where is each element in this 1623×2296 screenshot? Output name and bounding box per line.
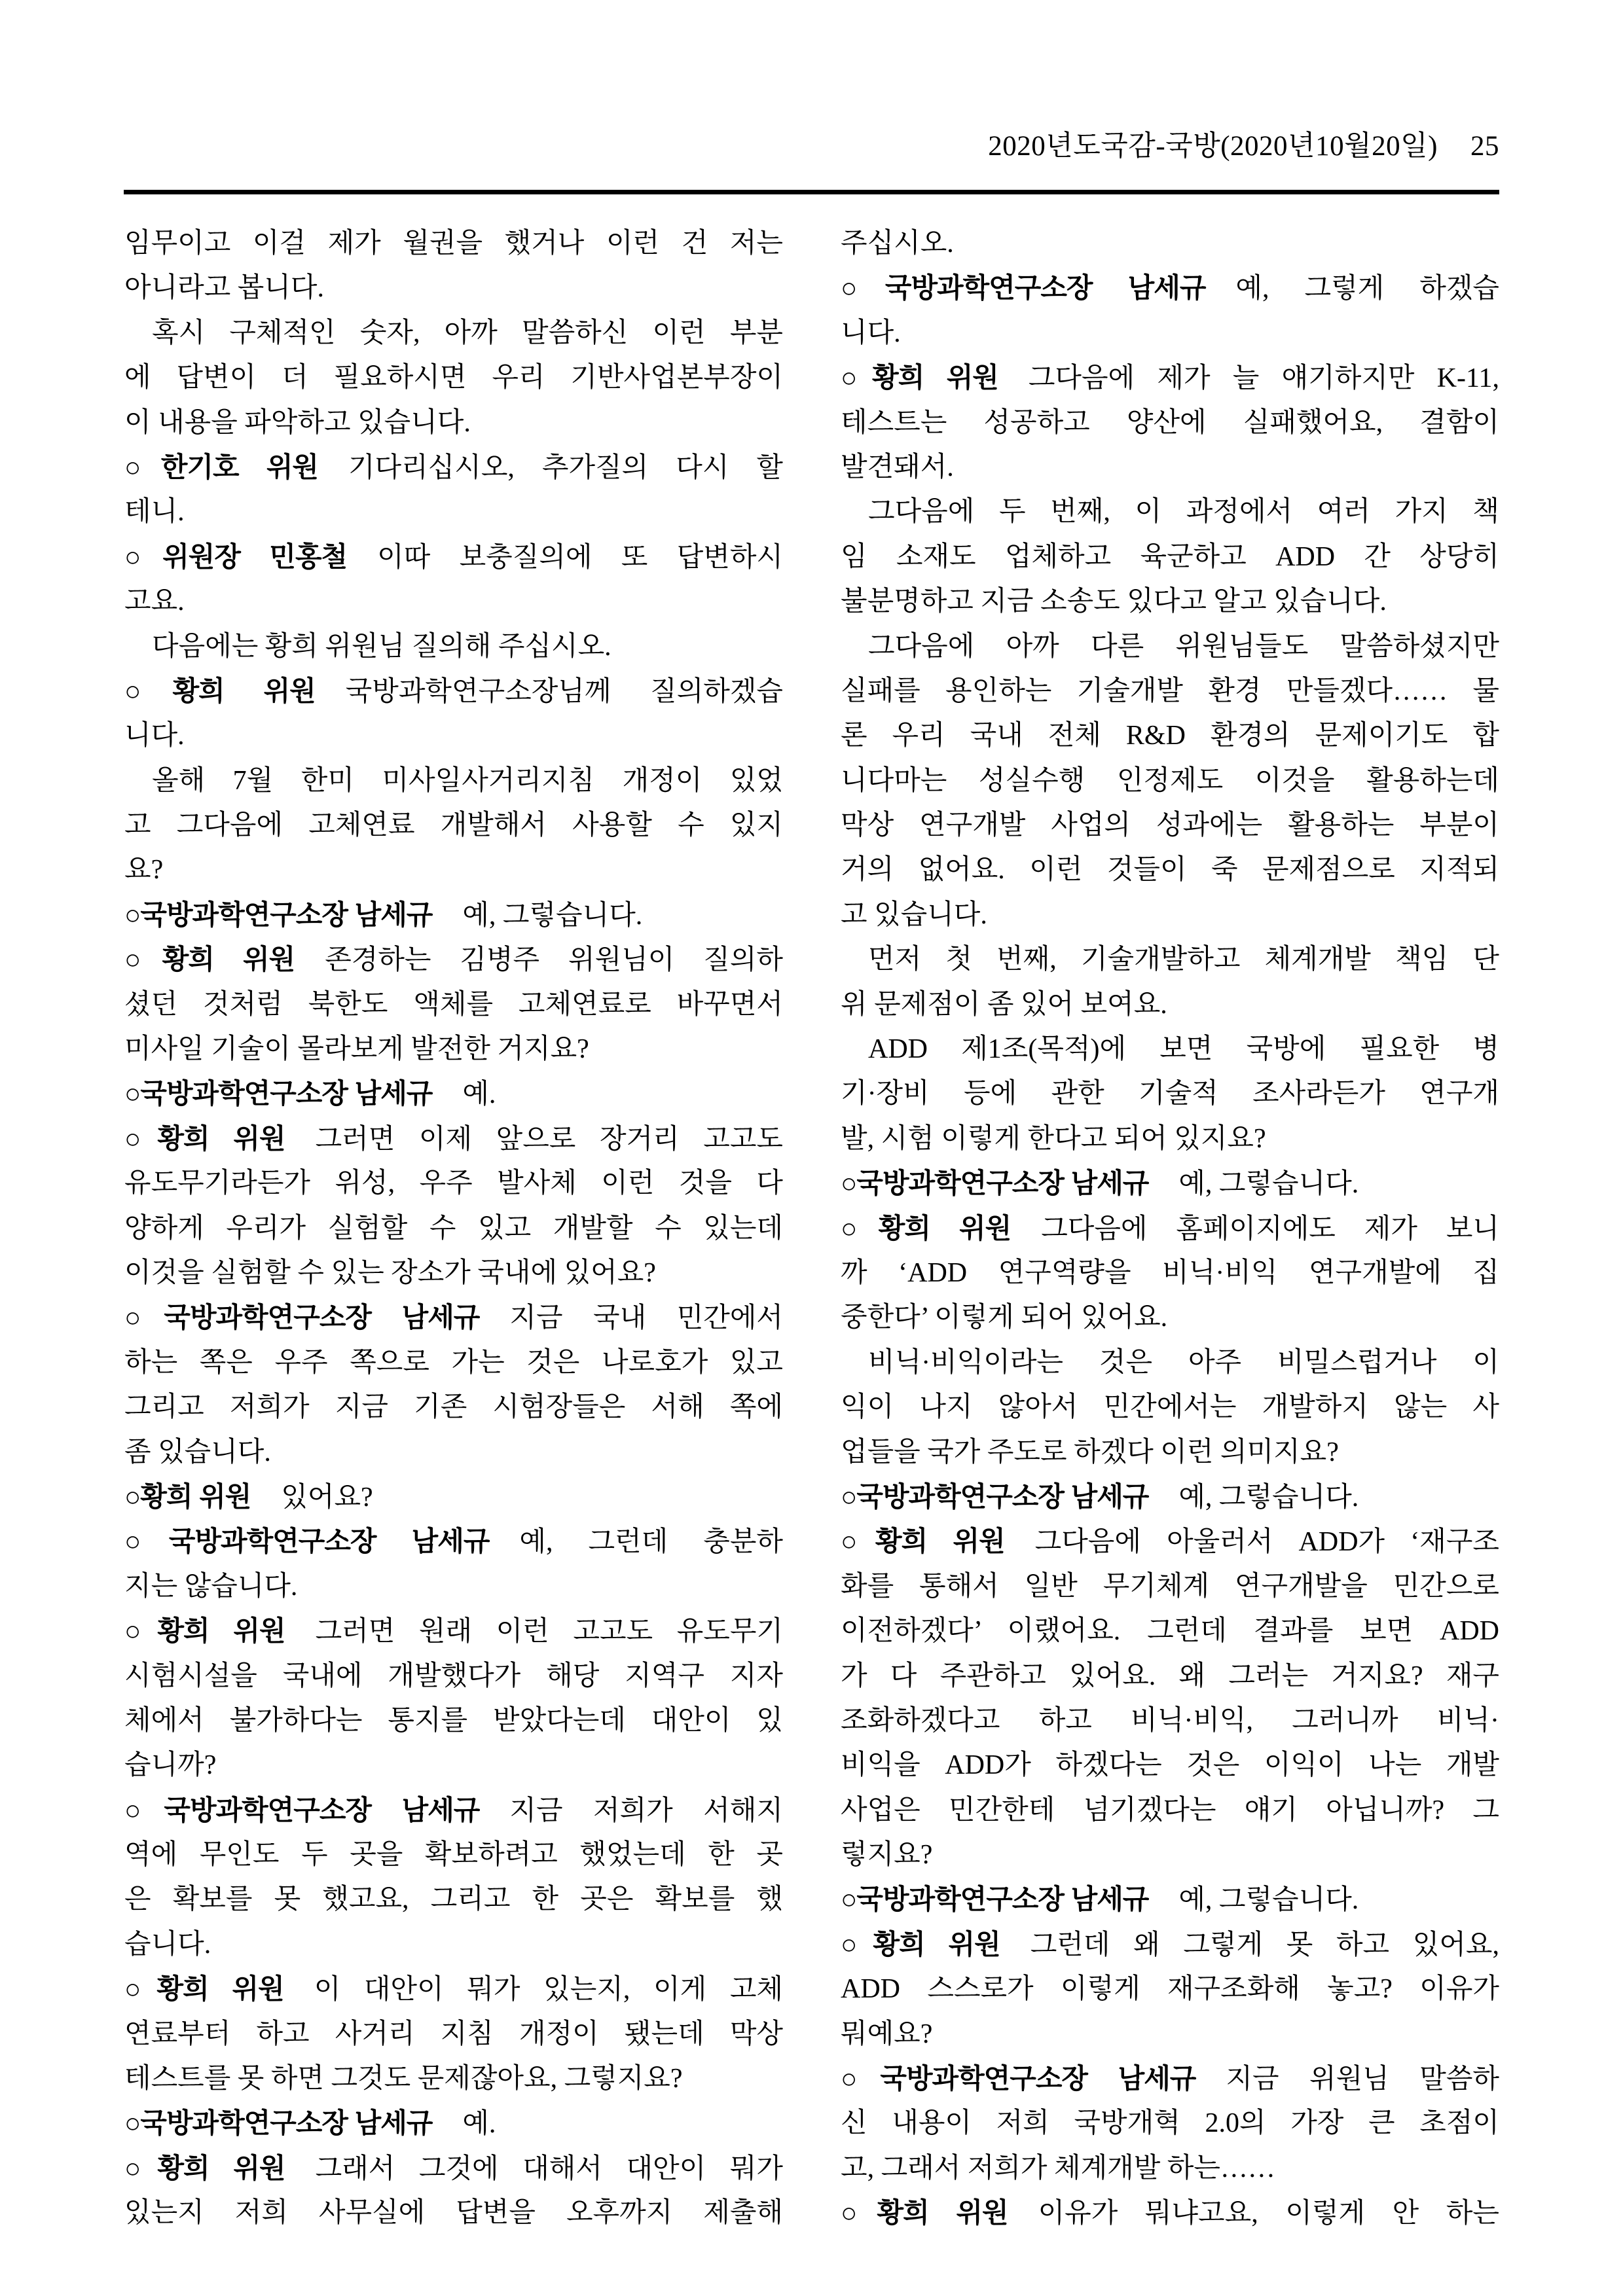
text-line	[841, 1071, 1499, 1116]
text-line	[841, 1027, 1499, 1071]
speaker-name	[841, 2197, 1008, 2228]
text-line	[124, 1788, 783, 1833]
text-line	[841, 1609, 1499, 1653]
line-text: 시험시설을 국내에 개발했다가 해당 지역구 지자	[124, 1660, 783, 1691]
text-line	[124, 848, 783, 892]
line-text: 위 문제점이 좀 있어 보여요.	[841, 989, 1167, 1020]
speaker-marker: ○	[124, 451, 161, 482]
speaker-marker: ○	[124, 1615, 158, 1647]
line-text: 니다마는 성실수행 인정제도 이것을 활용하는데	[841, 765, 1499, 796]
speaker-name	[841, 1168, 1148, 1198]
line-text: 역에 무인도 두 곳을 확보하려고 했었는데 한 곳	[124, 1840, 783, 1871]
text-line	[124, 1295, 783, 1340]
speaker-name	[841, 1481, 1148, 1512]
speaker-name	[841, 362, 998, 393]
line-text: 하는 쪽은 우주 쪽으로 가는 것은 나로호가 있고	[124, 1347, 783, 1378]
text-line	[841, 1833, 1499, 1877]
line-text: 예, 그렇습니다.	[1178, 1482, 1359, 1513]
line-text: 실패를 용인하는 기술개발 환경 만들겠다…… 물	[841, 675, 1499, 706]
text-line	[124, 266, 783, 310]
speaker-name	[841, 1213, 1011, 1244]
speaker-name-text: 국방과학연구소장 남세규	[140, 899, 433, 930]
text-line	[124, 401, 783, 445]
speaker-name-text: 한기호 위원	[160, 451, 318, 482]
column-left	[124, 221, 783, 2236]
text-line	[841, 1206, 1499, 1251]
text-line	[124, 2012, 783, 2056]
line-text: 중한다’ 이렇게 되어 있어요.	[841, 1302, 1168, 1333]
line-text: 이 대안이 뭐가 있는지, 이게 고체	[314, 1975, 783, 2005]
text-line	[841, 401, 1499, 445]
line-text: 요?	[124, 855, 164, 886]
line-text: 화를 통해서 일반 무기체계 연구개발을 민간으로	[841, 1571, 1499, 1602]
line-text: 국방과학연구소장님께 질의하겠습	[345, 676, 783, 707]
line-text: 익이 나지 않아서 민간에서는 개발하지 않는 사	[841, 1392, 1499, 1423]
speaker-name-text: 황희 위원	[873, 1928, 1000, 1960]
text-line	[124, 1385, 783, 1429]
text-line	[841, 490, 1499, 534]
text-line	[124, 1117, 783, 1161]
speaker-marker: ○	[841, 1928, 873, 1960]
line-text: 셨던 것처럼 북한도 액체를 고체연료로 바꾸면서	[124, 989, 783, 1020]
text-line	[841, 1475, 1499, 1519]
speaker-name-text: 국방과학연구소장 남세규	[856, 1480, 1149, 1512]
line-text: 가 다 주관하고 있어요. 왜 그러는 거지요? 재구	[841, 1660, 1499, 1691]
line-text: 지금 위원님 말씀하	[1226, 2064, 1499, 2095]
text-line	[124, 1564, 783, 1609]
speaker-name-text: 국방과학연구소장 남세규	[140, 1078, 433, 1109]
speaker-marker: ○	[124, 1794, 164, 1825]
header-title: 2020년도국감-국방(2020년10월20일)	[988, 131, 1438, 162]
line-text: 지는 않습니다.	[124, 1571, 298, 1602]
text-line	[124, 1609, 783, 1653]
text-line	[124, 1698, 783, 1743]
text-line	[841, 221, 1499, 266]
line-text: 지금 국내 민간에서	[509, 1303, 783, 1334]
line-text: 불분명하고 지금 소송도 있다고 알고 있습니다.	[841, 586, 1387, 617]
line-text: 유도무기라든가 위성, 우주 발사체 이런 것을 다	[124, 1168, 783, 1199]
text-line	[124, 221, 783, 266]
speaker-name-text: 국방과학연구소장 남세규	[164, 1302, 480, 1333]
speaker-marker: ○	[124, 541, 163, 572]
speaker-marker: ○	[841, 1526, 876, 1557]
speaker-name	[124, 1615, 285, 1646]
speaker-name	[124, 899, 432, 930]
line-text: 임무이고 이걸 제가 월권을 했거나 이런 건 저는	[124, 228, 783, 259]
line-text: 예, 그렇습니다.	[1178, 1169, 1359, 1200]
speaker-name-text: 국방과학연구소장 남세규	[880, 2063, 1196, 2094]
text-line	[841, 713, 1499, 758]
line-text: 발견돼서.	[841, 452, 954, 482]
line-text: 그다음에 제가 늘 얘기하지만 K-11,	[1028, 363, 1499, 394]
line-text: 체에서 불가하다는 통지를 받았다는데 대안이 있	[124, 1705, 783, 1736]
line-text: 지금 저희가 서해지	[509, 1795, 783, 1826]
line-text: 고 있습니다.	[841, 899, 987, 930]
line-text: 에 답변이 더 필요하시면 우리 기반사업본부장이	[124, 363, 783, 393]
line-text: 니다.	[841, 317, 901, 348]
speaker-name	[841, 1526, 1005, 1556]
speaker-marker: ○	[841, 1884, 857, 1915]
speaker-name	[124, 541, 347, 572]
speaker-name-text: 국방과학연구소장 남세규	[164, 1794, 480, 1825]
line-text: 올해 7월 한미 미사일사거리지침 개정이 있었	[152, 765, 783, 796]
line-text: 신 내용이 저희 국방개혁 2.0의 가장 큰 초점이	[841, 2108, 1499, 2139]
line-text: 그래서 그것에 대해서 대안이 뭐가	[315, 2153, 783, 2184]
line-text: 아니라고 봅니다.	[124, 273, 325, 304]
line-text: 그리고 저희가 지금 기존 시험장들은 서해 쪽에	[124, 1392, 783, 1423]
line-text: 고, 그래서 저희가 체계개발 하는……	[841, 2153, 1275, 2183]
line-text: 주십시오.	[841, 228, 954, 259]
speaker-marker: ○	[841, 362, 873, 393]
speaker-name	[124, 2108, 432, 2138]
speaker-name-text: 국방과학연구소장 남세규	[856, 1884, 1149, 1915]
speaker-name	[124, 1973, 284, 2004]
text-line	[124, 624, 783, 669]
speaker-name-text: 황희 위원	[878, 1212, 1012, 1244]
line-text: 이유가 뭐냐고요, 이렇게 안 하는	[1038, 2198, 1499, 2229]
text-line	[124, 1877, 783, 1922]
text-line	[841, 669, 1499, 713]
page-number: 25	[1470, 131, 1499, 162]
speaker-marker: ○	[124, 1973, 157, 2005]
speaker-name-text: 국방과학연구소장 남세규	[856, 1168, 1149, 1199]
text-line	[841, 1788, 1499, 1833]
text-line	[124, 355, 783, 400]
speaker-name	[124, 1123, 285, 1154]
text-line	[124, 311, 783, 355]
line-text: 이따 보충질의에 또 답변하시	[377, 542, 783, 573]
line-text: 혹시 구체적인 숫자, 아까 말씀하신 이런 부분	[152, 317, 783, 348]
text-line	[841, 1295, 1499, 1340]
text-line	[841, 893, 1499, 937]
line-text: 까 ‘ADD 연구역량을 비닉·비익 연구개발에 집	[841, 1257, 1499, 1288]
line-text: 이 내용을 파악하고 있습니다.	[124, 407, 471, 438]
column-right	[841, 221, 1499, 2236]
line-text: 뭐예요?	[841, 2018, 933, 2049]
text-line	[841, 848, 1499, 892]
text-line	[124, 893, 783, 937]
text-line	[124, 535, 783, 579]
text-line	[124, 803, 783, 848]
line-text: 예, 그렇습니다.	[1178, 1885, 1359, 1916]
line-text: 이전하겠다’ 이랬어요. 그런데 결과를 보면 ADD	[841, 1616, 1499, 1647]
text-line	[124, 1161, 783, 1206]
speaker-name-text: 황희 위원	[162, 944, 295, 975]
speaker-name	[124, 1795, 479, 1825]
line-text: 조화하겠다고 하고 비닉·비익, 그러니까 비닉·	[841, 1705, 1499, 1736]
speaker-marker: ○	[124, 1302, 164, 1333]
text-line	[841, 2191, 1499, 2235]
speaker-marker: ○	[841, 272, 885, 304]
text-line	[124, 1967, 783, 2011]
line-text: 기·장비 등에 관한 기술적 조사라든가 연구개	[841, 1079, 1499, 1109]
text-line	[124, 1071, 783, 1116]
page-header	[124, 127, 1499, 166]
line-text: 다음에는 황희 위원님 질의해 주십시오.	[152, 631, 611, 662]
line-text: 비익을 ADD가 하겠다는 것은 이익이 나는 개발	[841, 1750, 1499, 1781]
text-line	[841, 535, 1499, 579]
line-text: 그다음에 두 번째, 이 과정에서 여러 가지 책	[868, 497, 1499, 528]
speaker-marker: ○	[124, 944, 162, 975]
line-text: 고요.	[124, 586, 185, 617]
speaker-name	[841, 272, 1205, 303]
text-line	[841, 1385, 1499, 1429]
line-text: 고 그다음에 고체연료 개발해서 사용할 수 있지	[124, 810, 783, 841]
line-text: 테스트는 성공하고 양산에 실패했어요, 결함이	[841, 407, 1499, 438]
text-line	[124, 579, 783, 624]
text-line	[841, 1922, 1499, 1967]
speaker-name	[124, 1481, 251, 1512]
line-text: 예, 그렇습니다.	[462, 900, 643, 931]
line-text: 테스트를 못 하면 그것도 문제잖아요, 그렇지요?	[124, 2064, 683, 2094]
speaker-marker: ○	[124, 1078, 141, 1109]
line-text: ADD 스스로가 이렇게 재구조화해 놓고? 이유가	[841, 1974, 1499, 2005]
line-text: 그러면 원래 이런 고고도 유도무기	[315, 1617, 783, 1647]
text-line	[841, 624, 1499, 669]
text-line	[841, 311, 1499, 355]
speaker-marker: ○	[841, 1480, 857, 1512]
text-line	[841, 579, 1499, 624]
text-line	[841, 355, 1499, 400]
text-line	[124, 2146, 783, 2191]
line-text: 존경하는 김병주 위원님이 질의하	[325, 945, 783, 976]
header-rule	[124, 190, 1499, 194]
line-text: 있는지 저희 사무실에 답변을 오후까지 제출해	[124, 2198, 783, 2229]
line-text: 테니.	[124, 497, 185, 528]
speaker-marker: ○	[124, 1122, 158, 1154]
text-line	[841, 1654, 1499, 1698]
speaker-name-text: 황희 위원	[172, 675, 316, 706]
line-text: 양하게 우리가 실험할 수 있고 개발할 수 있는데	[124, 1213, 783, 1244]
text-line	[841, 1340, 1499, 1385]
text-line	[124, 713, 783, 758]
speaker-name-text: 황희 위원	[156, 1973, 284, 2005]
text-line	[124, 1833, 783, 1877]
line-text: 렇지요?	[841, 1840, 933, 1871]
line-text: 예, 그렇게 하겠습	[1235, 274, 1499, 304]
speaker-name	[124, 1526, 489, 1556]
text-line	[124, 759, 783, 803]
speaker-name-text: 황희 위원	[140, 1480, 251, 1512]
text-line	[124, 982, 783, 1027]
text-line	[124, 2191, 783, 2235]
text-line	[841, 2056, 1499, 2101]
text-line	[124, 669, 783, 713]
speaker-name-text: 위원장 민홍철	[162, 541, 348, 572]
speaker-marker: ○	[124, 2108, 141, 2139]
line-text: 미사일 기술이 몰라보게 발전한 거지요?	[124, 1034, 589, 1065]
text-line	[841, 1251, 1499, 1295]
speaker-name-text: 황희 위원	[157, 1615, 285, 1647]
line-text: 먼저 첫 번째, 기술개발하고 체계개발 책임 단	[868, 944, 1499, 975]
text-line	[841, 1564, 1499, 1609]
text-line	[841, 2012, 1499, 2056]
line-text: 거의 없어요. 이런 것들이 죽 문제점으로 지적되	[841, 855, 1499, 886]
text-line	[841, 2101, 1499, 2145]
line-text: 은 확보를 못 했고요, 그리고 한 곳은 확보를 했	[124, 1884, 783, 1915]
speaker-name	[124, 944, 295, 975]
line-text: 발, 시험 이렇게 한다고 되어 있지요?	[841, 1123, 1266, 1154]
line-text: 업들을 국가 주도로 하겠다 이런 의미지요?	[841, 1437, 1339, 1467]
text-line	[124, 2056, 783, 2101]
text-line	[124, 2101, 783, 2145]
text-line	[124, 937, 783, 982]
text-line	[124, 1654, 783, 1698]
line-text: 그러면 이제 앞으로 장거리 고고도	[315, 1124, 783, 1155]
line-text: 그다음에 아울러서 ADD가 ‘재구조	[1034, 1527, 1499, 1558]
text-line	[841, 1161, 1499, 1206]
text-line	[841, 1967, 1499, 2011]
line-text: 예.	[462, 1079, 496, 1110]
text-line	[841, 2146, 1499, 2191]
speaker-marker: ○	[841, 1212, 879, 1244]
speaker-name-text: 황희 위원	[877, 2197, 1008, 2229]
speaker-name-text: 국방과학연구소장 남세규	[168, 1526, 490, 1557]
speaker-name	[841, 1884, 1148, 1914]
line-text: 비닉·비익이라는 것은 아주 비밀스럽거나 이	[868, 1347, 1499, 1378]
line-text: 좀 있습니다.	[124, 1437, 271, 1467]
text-line	[124, 1340, 783, 1385]
text-line	[841, 759, 1499, 803]
line-text: 있어요?	[281, 1482, 373, 1513]
text-line	[124, 1519, 783, 1564]
speaker-name-text: 국방과학연구소장 남세규	[884, 272, 1206, 304]
text-line	[124, 1922, 783, 1967]
line-text: 기다리십시오, 추가질의 다시 할	[348, 452, 783, 483]
line-text: 사업은 민간한테 넘기겠다는 얘기 아닙니까? 그	[841, 1795, 1499, 1825]
speaker-name	[124, 675, 316, 706]
speaker-name-text: 황희 위원	[872, 362, 998, 393]
line-text: ADD 제1조(목적)에 보면 국방에 필요한 병	[868, 1034, 1499, 1065]
speaker-marker: ○	[124, 899, 141, 930]
line-text: 론 우리 국내 전체 R&D 환경의 문제이기도 합	[841, 721, 1499, 751]
text-line	[841, 803, 1499, 848]
line-text: 예, 그런데 충분하	[519, 1527, 783, 1558]
line-text: 그런데 왜 그렇게 못 하고 있어요,	[1030, 1929, 1499, 1960]
line-text: 예.	[462, 2109, 496, 2140]
text-line	[841, 266, 1499, 310]
speaker-name	[124, 2153, 285, 2183]
line-text: 그다음에 아까 다른 위원님들도 말씀하셨지만	[868, 631, 1499, 662]
speaker-marker: ○	[124, 1480, 141, 1512]
speaker-marker: ○	[841, 2197, 877, 2229]
speaker-name-text: 황희 위원	[157, 2152, 285, 2183]
speaker-name	[124, 1302, 479, 1333]
speaker-name	[841, 2063, 1195, 2094]
text-line	[841, 982, 1499, 1027]
text-line	[124, 1027, 783, 1071]
text-line	[841, 1743, 1499, 1787]
speaker-name-text: 국방과학연구소장 남세규	[140, 2108, 433, 2139]
text-line	[841, 1877, 1499, 1922]
text-line	[124, 1743, 783, 1787]
speaker-name-text: 황희 위원	[157, 1122, 285, 1154]
speaker-name	[124, 452, 318, 482]
text-line	[841, 1117, 1499, 1161]
speaker-marker: ○	[841, 2063, 881, 2094]
text-line	[124, 490, 783, 534]
text-line	[124, 1430, 783, 1475]
text-line	[841, 1698, 1499, 1743]
text-line	[124, 1206, 783, 1251]
line-text: 이것을 실험할 수 있는 장소가 국내에 있어요?	[124, 1257, 656, 1288]
line-text: 니다.	[124, 721, 185, 751]
text-line	[124, 1251, 783, 1295]
text-line	[124, 445, 783, 490]
line-text: 습니까?	[124, 1750, 217, 1781]
speaker-name	[124, 1078, 432, 1109]
speaker-name-text: 황희 위원	[875, 1526, 1005, 1557]
line-text: 습니다.	[124, 1929, 211, 1960]
line-text: 임 소재도 업체하고 육군하고 ADD 간 상당히	[841, 541, 1499, 572]
speaker-marker: ○	[841, 1168, 857, 1199]
text-line	[841, 1519, 1499, 1564]
line-text: 그다음에 홈페이지에도 제가 보니	[1041, 1213, 1499, 1244]
text-line	[841, 445, 1499, 490]
speaker-marker: ○	[124, 2152, 158, 2183]
text-line	[841, 1430, 1499, 1475]
speaker-marker: ○	[124, 675, 173, 706]
text-line	[841, 937, 1499, 982]
line-text: 막상 연구개발 사업의 성과에는 활용하는 부분이	[841, 810, 1499, 841]
speaker-marker: ○	[124, 1526, 169, 1557]
text-line	[124, 1475, 783, 1519]
line-text: 연료부터 하고 사거리 지침 개정이 됐는데 막상	[124, 2018, 783, 2049]
speaker-name	[841, 1929, 1000, 1960]
